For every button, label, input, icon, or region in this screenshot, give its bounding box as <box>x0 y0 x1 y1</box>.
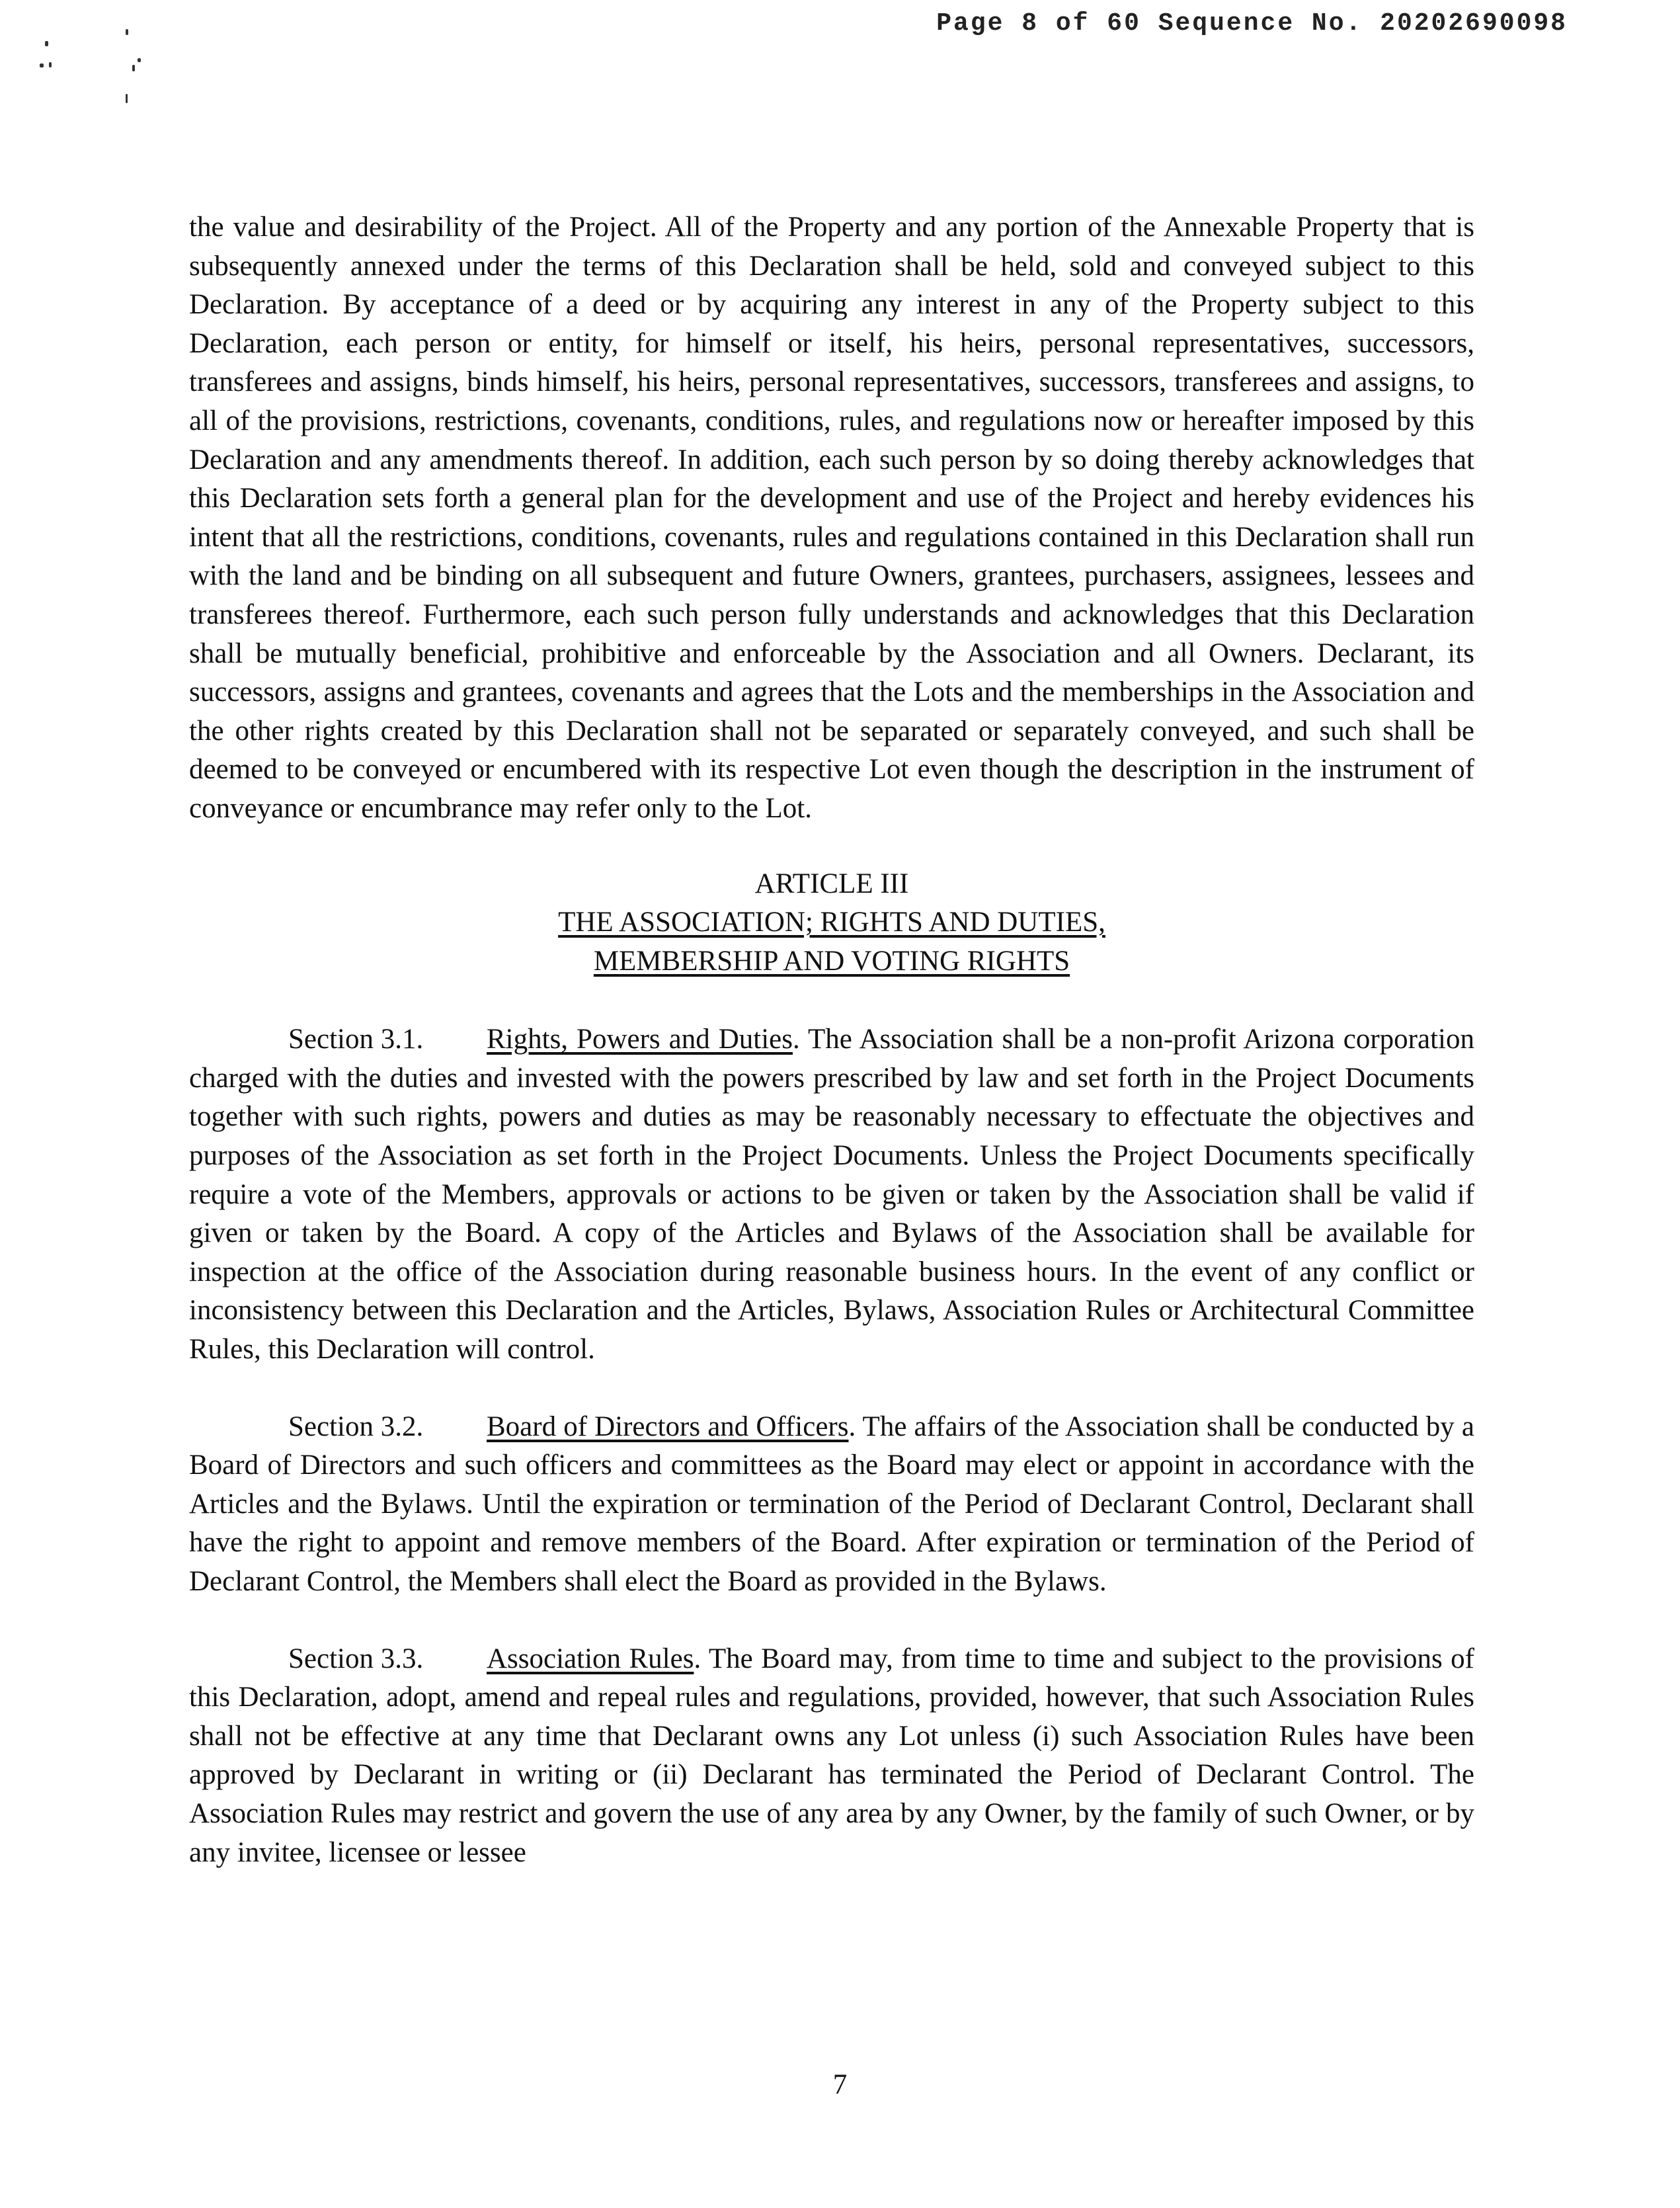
scan-speck <box>126 94 128 103</box>
intro-paragraph: the value and desirability of the Project. All of the Property and any portion of the Annexable Property that is subsequently annexed under the terms of this Declaration shall be held, sold and conveyed subject to this Declaration. By acceptance of a deed or by acquiring any interest in any of the Property subject to this Declaration, each person or entity, for himself or itself, his heirs, personal representatives, successors, transferees and assigns, binds himself, his heirs, personal representatives, successors, transferees and assigns, to all of the provisions, restrictions, covenants, conditions, rules, and regulations now or hereafter imposed by this Declaration and any amendments thereof. In addition, each such person by so doing thereby acknowledges that this Declaration sets forth a general plan for the development and use of the Project and hereby evidences his intent that all the restrictions, conditions, covenants, rules and regulations contained in this Declaration shall run with the land and be binding on all subsequent and future Owners, grantees, purchasers, assignees, lessees and transferees thereof. Furthermore, each such person fully understands and acknowledges that this Declaration shall be mutually beneficial, prohibitive and enforceable by the Association and all Owners. Declarant, its successors, assigns and grantees, covenants and agrees that the Lots and the memberships in the Association and the other rights created by this Declaration shall not be separated or separately conveyed, and such shall be deemed to be conveyed or encumbered with its respective Lot even though the description in the instrument of conveyance or encumbrance may refer only to the Lot. <box>189 212 1474 824</box>
article-title-line-2: MEMBERSHIP AND VOTING RIGHTS <box>593 945 1070 977</box>
section-number: Section 3.1. <box>288 1024 424 1055</box>
page-number: 7 <box>832 2069 848 2100</box>
section-3-1 <box>189 1020 1474 1369</box>
scan-speck <box>45 41 48 46</box>
scan-speck <box>49 62 52 67</box>
article-number: ARTICLE III <box>754 868 909 899</box>
article-title-line-1: THE ASSOCIATION; RIGHTS AND DUTIES, <box>558 907 1105 938</box>
article-heading <box>189 865 1474 981</box>
scan-speck <box>132 65 135 71</box>
section-title: Rights, Powers and Duties <box>487 1024 793 1055</box>
section-title: Association Rules <box>487 1643 694 1674</box>
scan-speck <box>40 63 44 67</box>
document-body <box>189 208 1474 1910</box>
section-text: . The Association shall be a non-profit Arizona corporation charged with the duties and invested with the powers prescribed by law and set forth in the Project Documents together with such rights, powers and duties as may be reasonably necessary to effectuate the objectives and purposes of the Association as set forth in the Project Documents. Unless the Project Documents specifically require a vote of the Members, approvals or actions to be given or taken by the Association shall be valid if given or taken by the Board. A copy of the Articles and Bylaws of the Association shall be available for inspection at the office of the Association during reasonable business hours. In the event of any conflict or inconsistency between this Declaration and the Articles, Bylaws, Association Rules or Architectural Committee Rules, this Declaration will control. <box>189 1024 1474 1366</box>
section-text: . The Board may, from time to time and subject to the provisions of this Declaration, adopt, amend and repeal rules and regulations, provided, however, that such Association Rules shall not be effective at any time that Declarant owns any Lot unless (i) such Association Rules have been approved by Declarant in writing or (ii) Declarant has terminated the Period of Declarant Control. The Association Rules may restrict and govern the use of any area by any Owner, by the family of such Owner, or by any invitee, licensee or lessee <box>189 1643 1474 1868</box>
section-3-2 <box>189 1408 1474 1602</box>
section-text: . The affairs of the Association shall be conducted by a Board of Directors and such officers and committees as the Board may elect or appoint in accordance with the Articles and the Bylaws. Until the expiration or termination of the Period of Declarant Control, Declarant shall have the right to appoint and remove members of the Board. After expiration or termination of the Period of Declarant Control, the Members shall elect the Board as provided in the Bylaws. <box>189 1411 1474 1597</box>
section-title: Board of Directors and Officers <box>487 1411 849 1442</box>
section-number: Section 3.2. <box>288 1411 424 1442</box>
scan-speck <box>138 58 141 62</box>
scan-speck <box>126 29 128 35</box>
section-3-3 <box>189 1640 1474 1873</box>
section-number: Section 3.3. <box>288 1643 424 1674</box>
recording-stamp: Page 8 of 60 Sequence No. 20202690098 <box>936 9 1568 38</box>
